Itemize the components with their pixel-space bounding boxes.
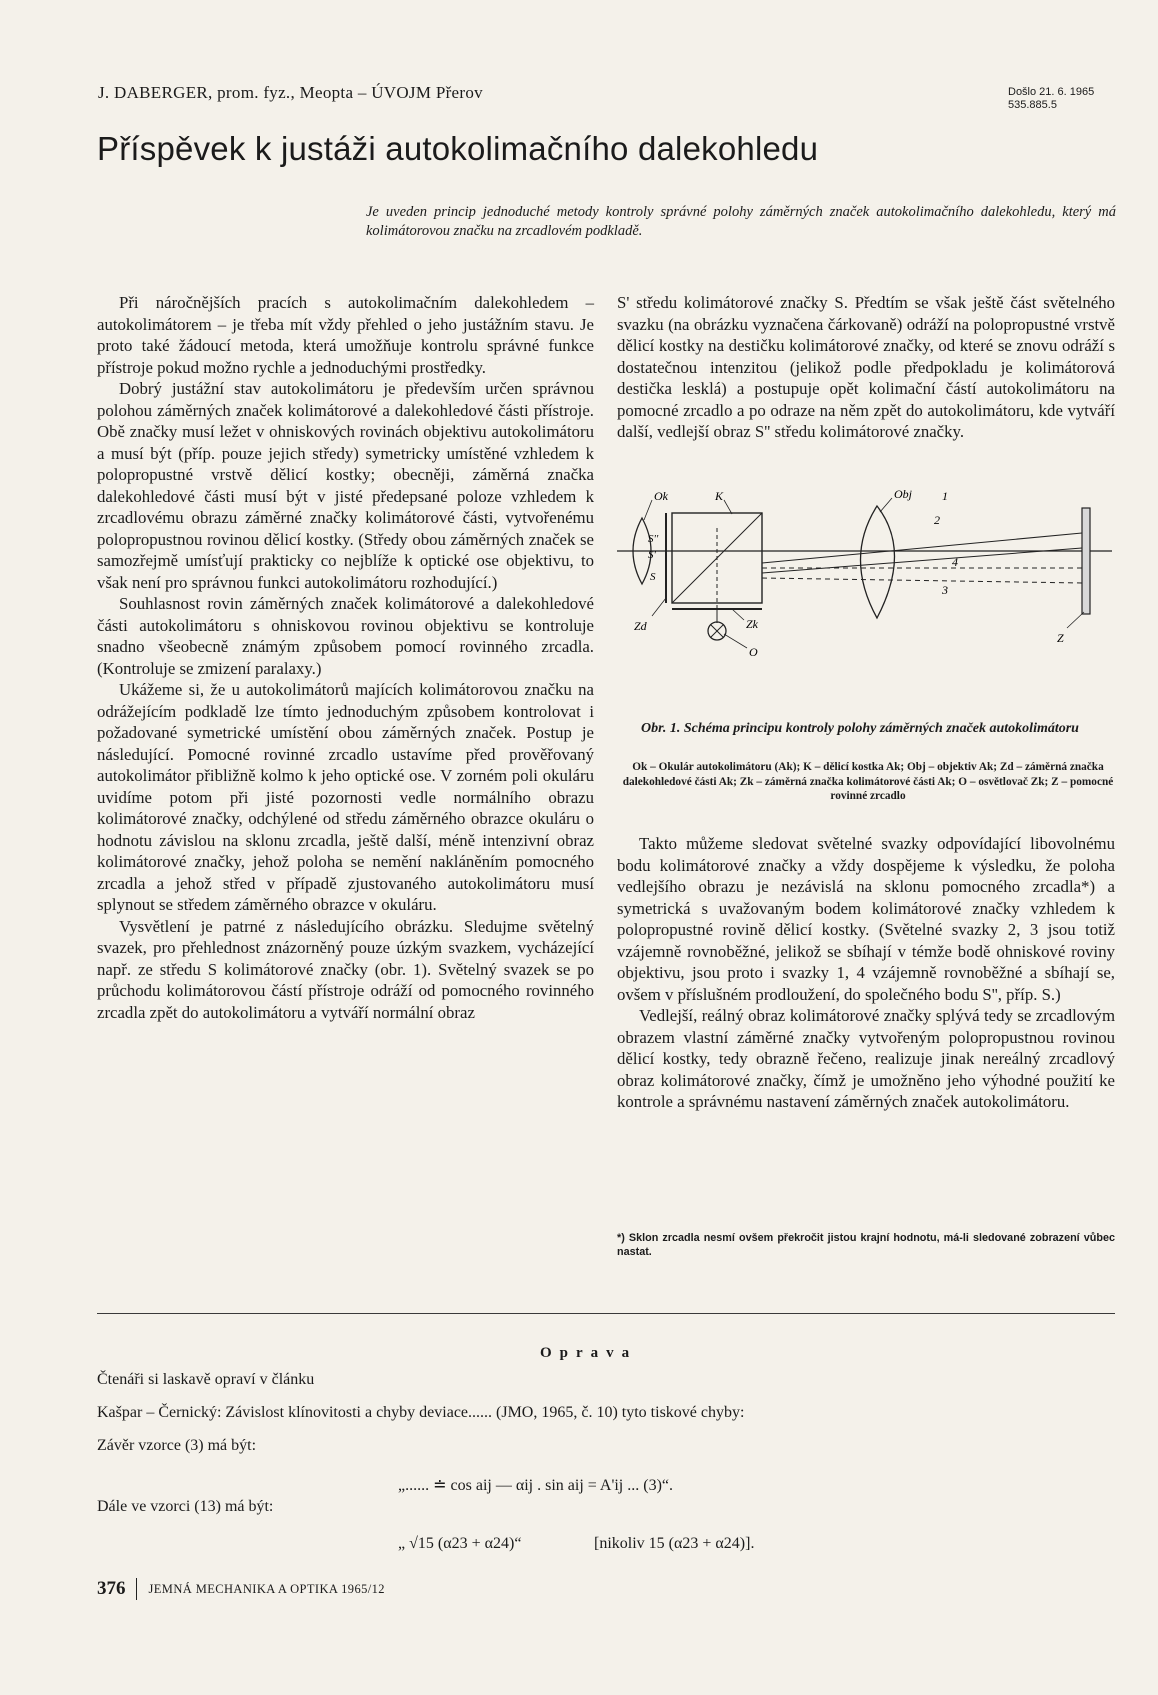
correction-line: Čtenáři si laskavě opraví v článku (97, 1371, 315, 1388)
paragraph: Při náročnějších pracích s autokolimačním dalekohledem – autokolimátorem – je třeba mít vždy přehled o jeho justážním stavu. Je proto také žádoucí metoda, která umožňuje kontrolu správné funkce přístroje pokud možno rychle a jednoduchými prostředky. (97, 293, 594, 377)
label-leader (1067, 612, 1084, 628)
label-leader (644, 500, 652, 520)
label-leader (880, 498, 892, 512)
correction-line: Dále ve vzorci (13) má být: (97, 1498, 274, 1515)
figure-legend: Ok – Okulár autokolimátoru (Ak); K – dělicí kostka Ak; Obj – objektiv Ak; Zd – záměrná značka dalekohledové části Ak; Zk – záměrná značka kolimátorové části Ak; O – osvětlovač Zk; Z – pomocné rovinné zrcadlo (622, 761, 1114, 802)
paragraph: S' středu kolimátorové značky S. Předtím se však ještě část světelného svazku (na obrázku vyznačena čárkovaně) odráží na polopropustné vrstvě dělicí kostky na destičku kolimátorové značky, od které se znovu odráží s dostatečnou intenzitou (jelikož podle předpokladu je kolimátorová destička lesklá) a postupuje opět kolimační částí autokolimátoru na pomocné zrcadlo a po odraze na něm zpět do autokolimátoru, kde vytváří další, vedlejší obraz S'' středu kolimátorové značky. (617, 293, 1115, 441)
figure-caption: Obr. 1. Schéma principu kontroly polohy záměrných značek autokolimátoru (641, 721, 1079, 736)
label-leader (732, 609, 744, 620)
formula-13-note: [nikoliv 15 (α23 + α24)]. (594, 1535, 755, 1552)
right-column-top (617, 292, 1115, 443)
right-column-bottom (617, 833, 1115, 1113)
label-o: O (749, 645, 758, 659)
correction-line: Kašpar – Černický: Závislost klínovitosti a chyby deviace...... (JMO, 1965, č. 10) tyto tiskové chyby: (97, 1404, 745, 1421)
formula-13: „ √15 (α23 + α24)“ (398, 1535, 522, 1552)
paragraph: Vedlejší, reálný obraz kolimátorové značky splývá tedy se zrcadlovým obrazem vlastní záměrné značky vytvořeným polopropustnou rovinou dělicí kostky, tedy obrazně řečeno, realizuje jinak nereálný zrcadlový obraz kolimátorové značky, čímž je umožněno jeho výhodné použití ke kontrole a správnému nastavení záměrných značek autokolimátoru. (617, 1006, 1115, 1111)
paragraph: Ukážeme si, že u autokolimátorů majících kolimátorovou značku na odrážejícím podkladě lze tímto jednoduchým způsobem kontrolovat i požadované symetrické umístění obou záměrných značek. Postup je následující. Pomocné rovinné zrcadlo ustavíme před prověřovaný autokolimátor přibližně kolmo k jeho optické ose. V zorném poli okuláru uvidíme potom při jisté pozornosti vedle normálního obrazu kolimátorové značky, odchýlené od středu záměrného obrazce okuláru o hodnotu závislou na sklonu zrcadla, ještě další, méně intenzivní obraz kolimátorové značky, jehož poloha se nemění nakláněním pomocného zrcadla a jehož střed v případě zjustovaného autokolimátoru musí splynout se středem záměrného obrazce v okuláru. (97, 680, 594, 914)
label-2: 2 (934, 513, 940, 527)
journal-name: JEMNÁ MECHANIKA A OPTIKA 1965/12 (148, 1581, 385, 1596)
auxiliary-mirror (1082, 508, 1090, 614)
article-title: Příspěvek k justáži autokolimačního dalekohledu (97, 130, 819, 167)
abstract: Je uveden princip jednoduché metody kontroly správné polohy záměrných značek autokolimačního dalekohledu, který má kolimátorovou značku na zrcadlovém podkladě. (366, 204, 1116, 239)
footnote: *) Sklon zrcadla nesmí ovšem překročit jistou krajní hodnotu, má-li sledované zobrazení vůbec nastat. (617, 1232, 1115, 1258)
label-ok: Ok (654, 489, 668, 503)
page-footer (97, 1578, 385, 1600)
label-1: 1 (942, 489, 948, 503)
page-number: 376 (97, 1578, 126, 1599)
label-zk: Zk (746, 617, 758, 631)
footer-separator (136, 1578, 137, 1600)
section-divider (97, 1313, 1115, 1314)
paragraph: Vysvětlení je patrné z následujícího obrázku. Sledujme světelný svazek, pro přehlednost znázorněný pouze úzkým svazkem, vycházející např. ze středu S kolimátorové značky (obr. 1). Světelný svazek se po průchodu kolimátorovou částí přístroje odráží od pomocného rovinného zrcadla zpět do autokolimátoru a vytváří normální obraz (97, 916, 594, 1022)
paragraph: Takto můžeme sledovat světelné svazky odpovídající libovolnému bodu kolimátorové značky a vždy dospějeme k výsledku, že poloha vedlejšího obrazu je nezávislá na sklonu pomocného zrcadla*) a symetrická s uvažovaným bodem kolimátorové značky vzhledem k polopropustné rovině dělicí kostky. (Světelné svazky 2, 3 jsou totiž vzájemně rovnoběžné, jelikož se sbíhají v témže bodě ohniskové roviny objektivu, jsou proto i svazky 1, 4 vzájemně rovnoběžné a sbíhají se, ovšem v příslušném prodloužení, do společného bodu S'', příp. S.) (617, 834, 1115, 1004)
correction-title: Oprava (540, 1345, 638, 1361)
correction-line: Závěr vzorce (3) má být: (97, 1437, 257, 1454)
label-leader (724, 500, 732, 514)
paragraph: Dobrý justážní stav autokolimátoru je především určen správnou polohou záměrných značek kolimátorové a dalekohledové části přístroje. Obě značky musí ležet v ohniskových rovinách objektivu autokolimátoru a musí být (příp. pouze jejich středy) symetricky umístěné vzhledem k polopropustné vrstvě dělicí kostky; obecněji, záměrná značka dalekohledové části musí být v jisté předepsané poloze vzhledem k zrcadlovému obrazu záměrné značky kolimátorové části, vytvořenému polopropustnou rovinou dělicí kostky. (Středy obou záměrných značek se samozřejmě umísťují prakticky co nejblíže k optické ose objektivu, to však není pro správnou funkci autokolimátoru rozhodující.) (97, 379, 594, 592)
label-leader (724, 634, 747, 648)
label-s1: S' (648, 549, 656, 561)
label-z: Z (1057, 631, 1064, 645)
received-info (1008, 86, 1094, 112)
received-date: Došlo 21. 6. 1965 (1008, 86, 1095, 98)
beam-3 (762, 578, 1082, 583)
label-4: 4 (952, 555, 958, 569)
beam-1 (762, 533, 1082, 563)
label-k: K (715, 489, 724, 503)
udc-code: 535.885.5 (1008, 99, 1057, 111)
label-3: 3 (942, 583, 948, 597)
paragraph: Souhlasnost rovin záměrných značek kolimátorové a dalekohledové části autokolimátoru s ohniskovou rovinou objektivu se kontroluje snadno všeobecně známým způsobem pomocí rovinného zrcadla. (Kontroluje se zmizení paralaxy.) (97, 594, 594, 678)
label-zd: Zd (634, 619, 647, 633)
objective-lens (861, 506, 895, 618)
beam-2 (762, 548, 1082, 573)
label-s: S (650, 571, 656, 583)
figure-schematic (612, 487, 1117, 720)
formula-3: „...... ≐ cos aij — αij . sin aij = A'ij ... (3)“. (398, 1477, 673, 1494)
left-column (97, 292, 594, 1023)
label-leader (652, 598, 666, 616)
author-line: J. DABERGER, prom. fyz., Meopta – ÚVOJM Přerov (98, 83, 483, 102)
label-s2: S'' (648, 533, 659, 545)
label-obj: Obj (894, 487, 912, 501)
